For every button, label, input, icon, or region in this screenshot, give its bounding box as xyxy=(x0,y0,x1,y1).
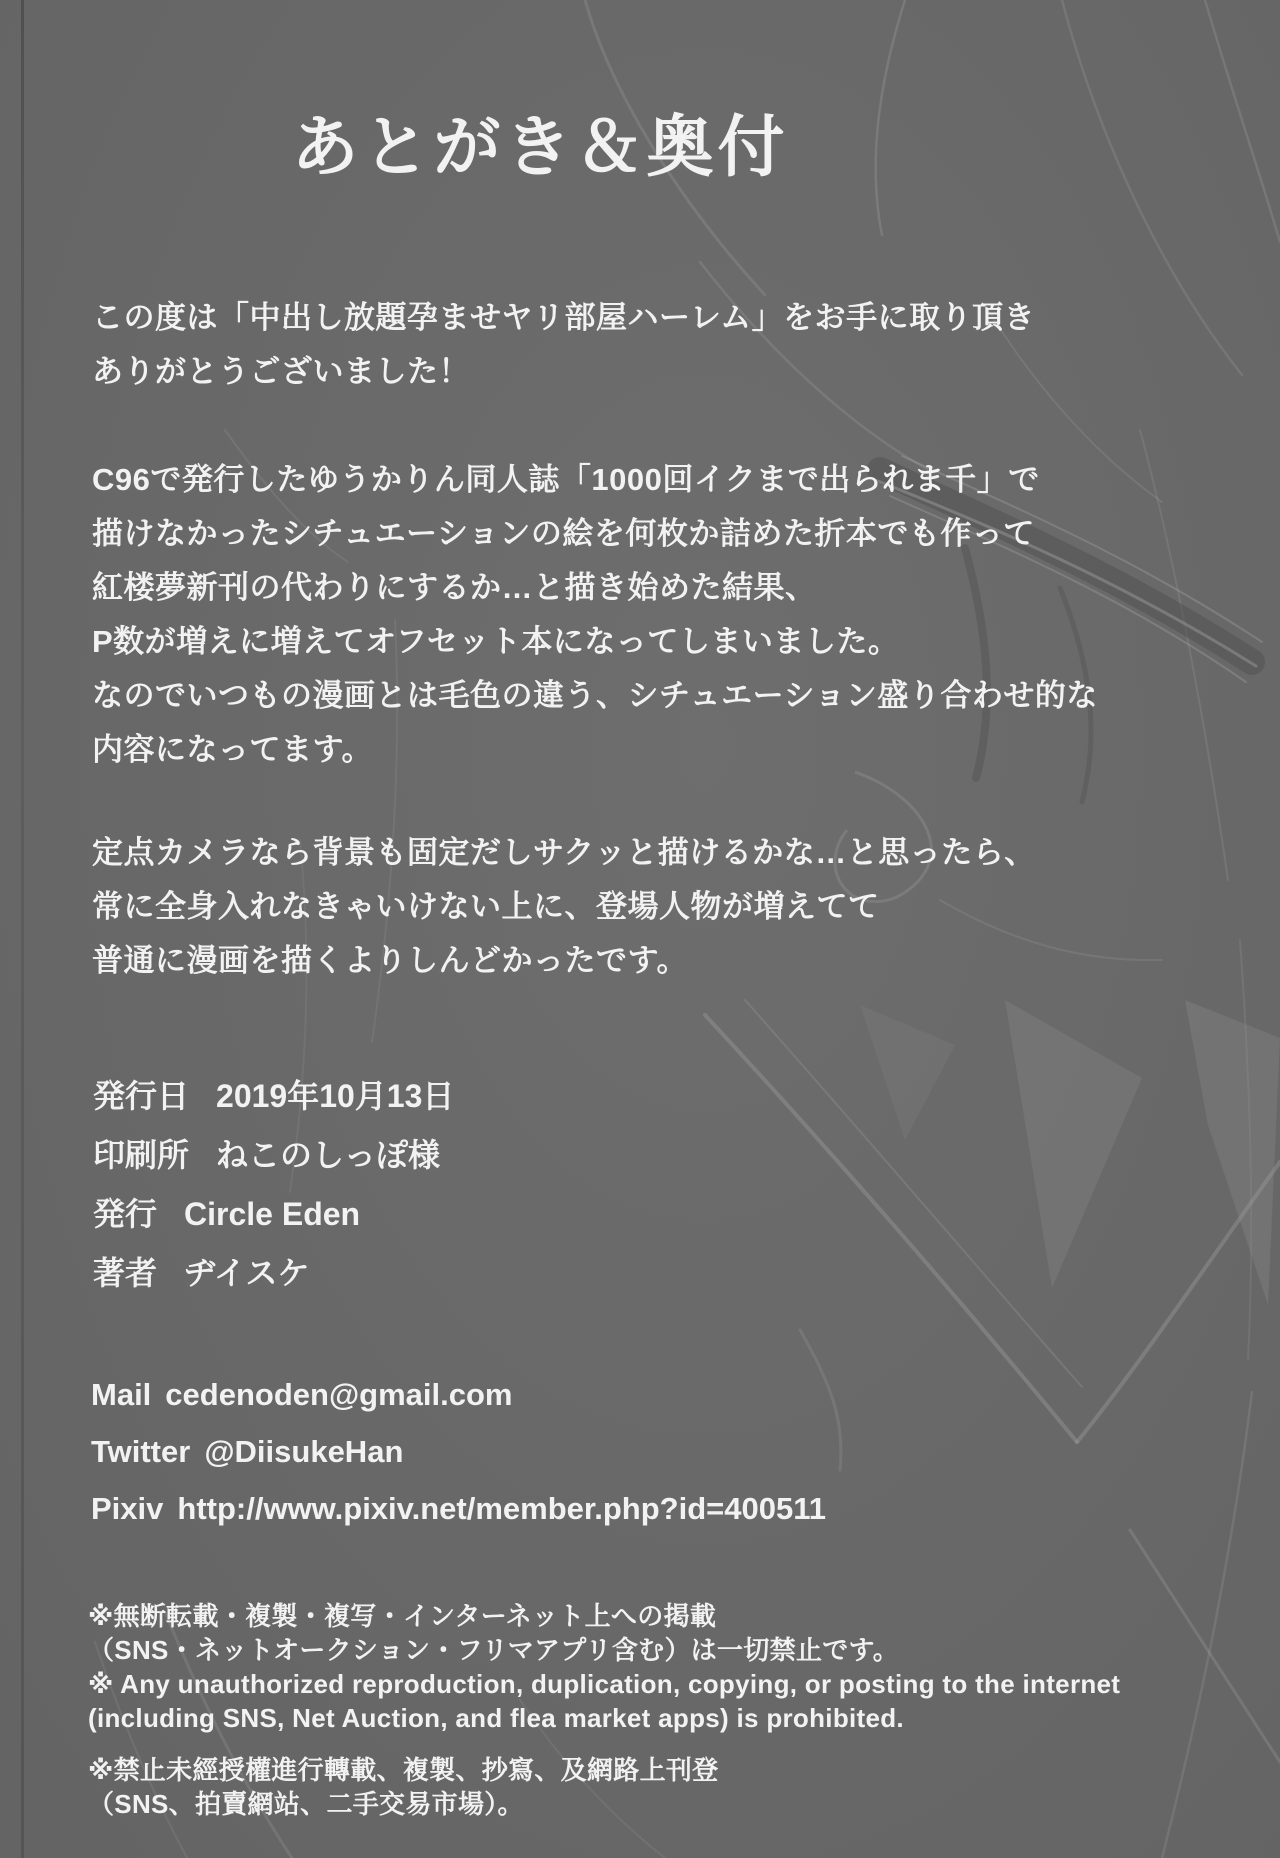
scan-fold-line xyxy=(21,0,24,1858)
contact-label: Mail xyxy=(91,1377,152,1412)
contact-row-mail xyxy=(91,1366,826,1423)
greeting-paragraph xyxy=(92,291,1035,399)
contact-label: Twitter xyxy=(91,1434,191,1469)
notice-line-en: ※ Any unauthorized reproduction, duplication, copying, or posting to the internet xyxy=(88,1669,1121,1699)
notice-line-zh: （SNS、拍賣網站、二手交易市場）。 xyxy=(88,1789,524,1819)
contact-row-pixiv xyxy=(91,1480,826,1537)
colophon-label: 発行日 xyxy=(93,1078,190,1114)
text-line: この度は「中出し放題孕ませヤリ部屋ハーレム」をお手に取り頂き xyxy=(92,300,1036,335)
email-address: cedenoden@gmail.com xyxy=(165,1377,513,1412)
text-line: なのでいつもの漫画とは毛色の違う、シチュエーション盛り合わせ的な xyxy=(92,678,1098,713)
copyright-notice-ja-en xyxy=(88,1599,1120,1735)
pixiv-url: http://www.pixiv.net/member.php?id=400511 xyxy=(177,1491,826,1526)
notice-line-en: (including SNS, Net Auction, and flea market apps) is prohibited. xyxy=(88,1703,904,1733)
colophon-label: 発行 xyxy=(93,1196,158,1232)
text-line: 描けなかったシチュエーションの絵を何枚か詰めた折本でも作って xyxy=(92,516,1035,551)
twitter-handle: @DiisukeHan xyxy=(204,1434,404,1469)
colophon-row-author xyxy=(93,1244,454,1303)
colophon-label: 著者 xyxy=(93,1255,158,1291)
contact-row-twitter xyxy=(91,1423,826,1480)
text-line: C96で発行したゆうかりん同人誌「1000回イクまで出られま千」で xyxy=(92,462,1040,497)
colophon-value: ねこのしっぽ様 xyxy=(216,1137,441,1173)
text-line: 定点カメラなら背景も固定だしサクッと描けるかな…と思ったら、 xyxy=(92,835,1036,870)
text-line: 常に全身入れなきゃいけない上に、登場人物が増えてて xyxy=(92,889,880,924)
text-line: 紅楼夢新刊の代わりにするか…と描き始めた結果、 xyxy=(92,570,817,605)
colophon-value: ヂイスケ xyxy=(184,1255,310,1291)
notice-line-zh: ※禁止未經授權進行轉載、複製、抄寫、及網路上刊登 xyxy=(88,1755,719,1785)
colophon-label: 印刷所 xyxy=(93,1137,190,1173)
colophon-row-publication-date xyxy=(93,1067,454,1126)
notice-line-ja: （SNS・ネットオークション・フリマアプリ含む）は一切禁止です。 xyxy=(88,1635,900,1665)
drawing-difficulty-paragraph xyxy=(92,826,1036,988)
notice-line-ja: ※無断転載・複製・複写・インターネット上への掲載 xyxy=(88,1601,717,1631)
production-notes-paragraph xyxy=(92,453,1098,777)
colophon-value: 2019年10月13日 xyxy=(216,1078,455,1114)
colophon-row-printer xyxy=(93,1126,454,1185)
text-line: P数が増えに増えてオフセット本になってしまいました。 xyxy=(92,624,900,659)
contact-label: Pixiv xyxy=(91,1491,164,1526)
text-line: 内容になってます。 xyxy=(92,732,374,767)
page-title: あとがき＆奥付 xyxy=(291,110,789,185)
text-line: 普通に漫画を描くよりしんどかったです。 xyxy=(92,943,689,978)
text-line: ありがとうございました！ xyxy=(92,354,470,389)
copyright-notice-zh xyxy=(88,1753,718,1821)
colophon-value: Circle Eden xyxy=(184,1196,361,1232)
colophon-block xyxy=(93,1067,454,1303)
colophon-row-publisher xyxy=(93,1185,454,1244)
contact-block xyxy=(91,1366,826,1537)
